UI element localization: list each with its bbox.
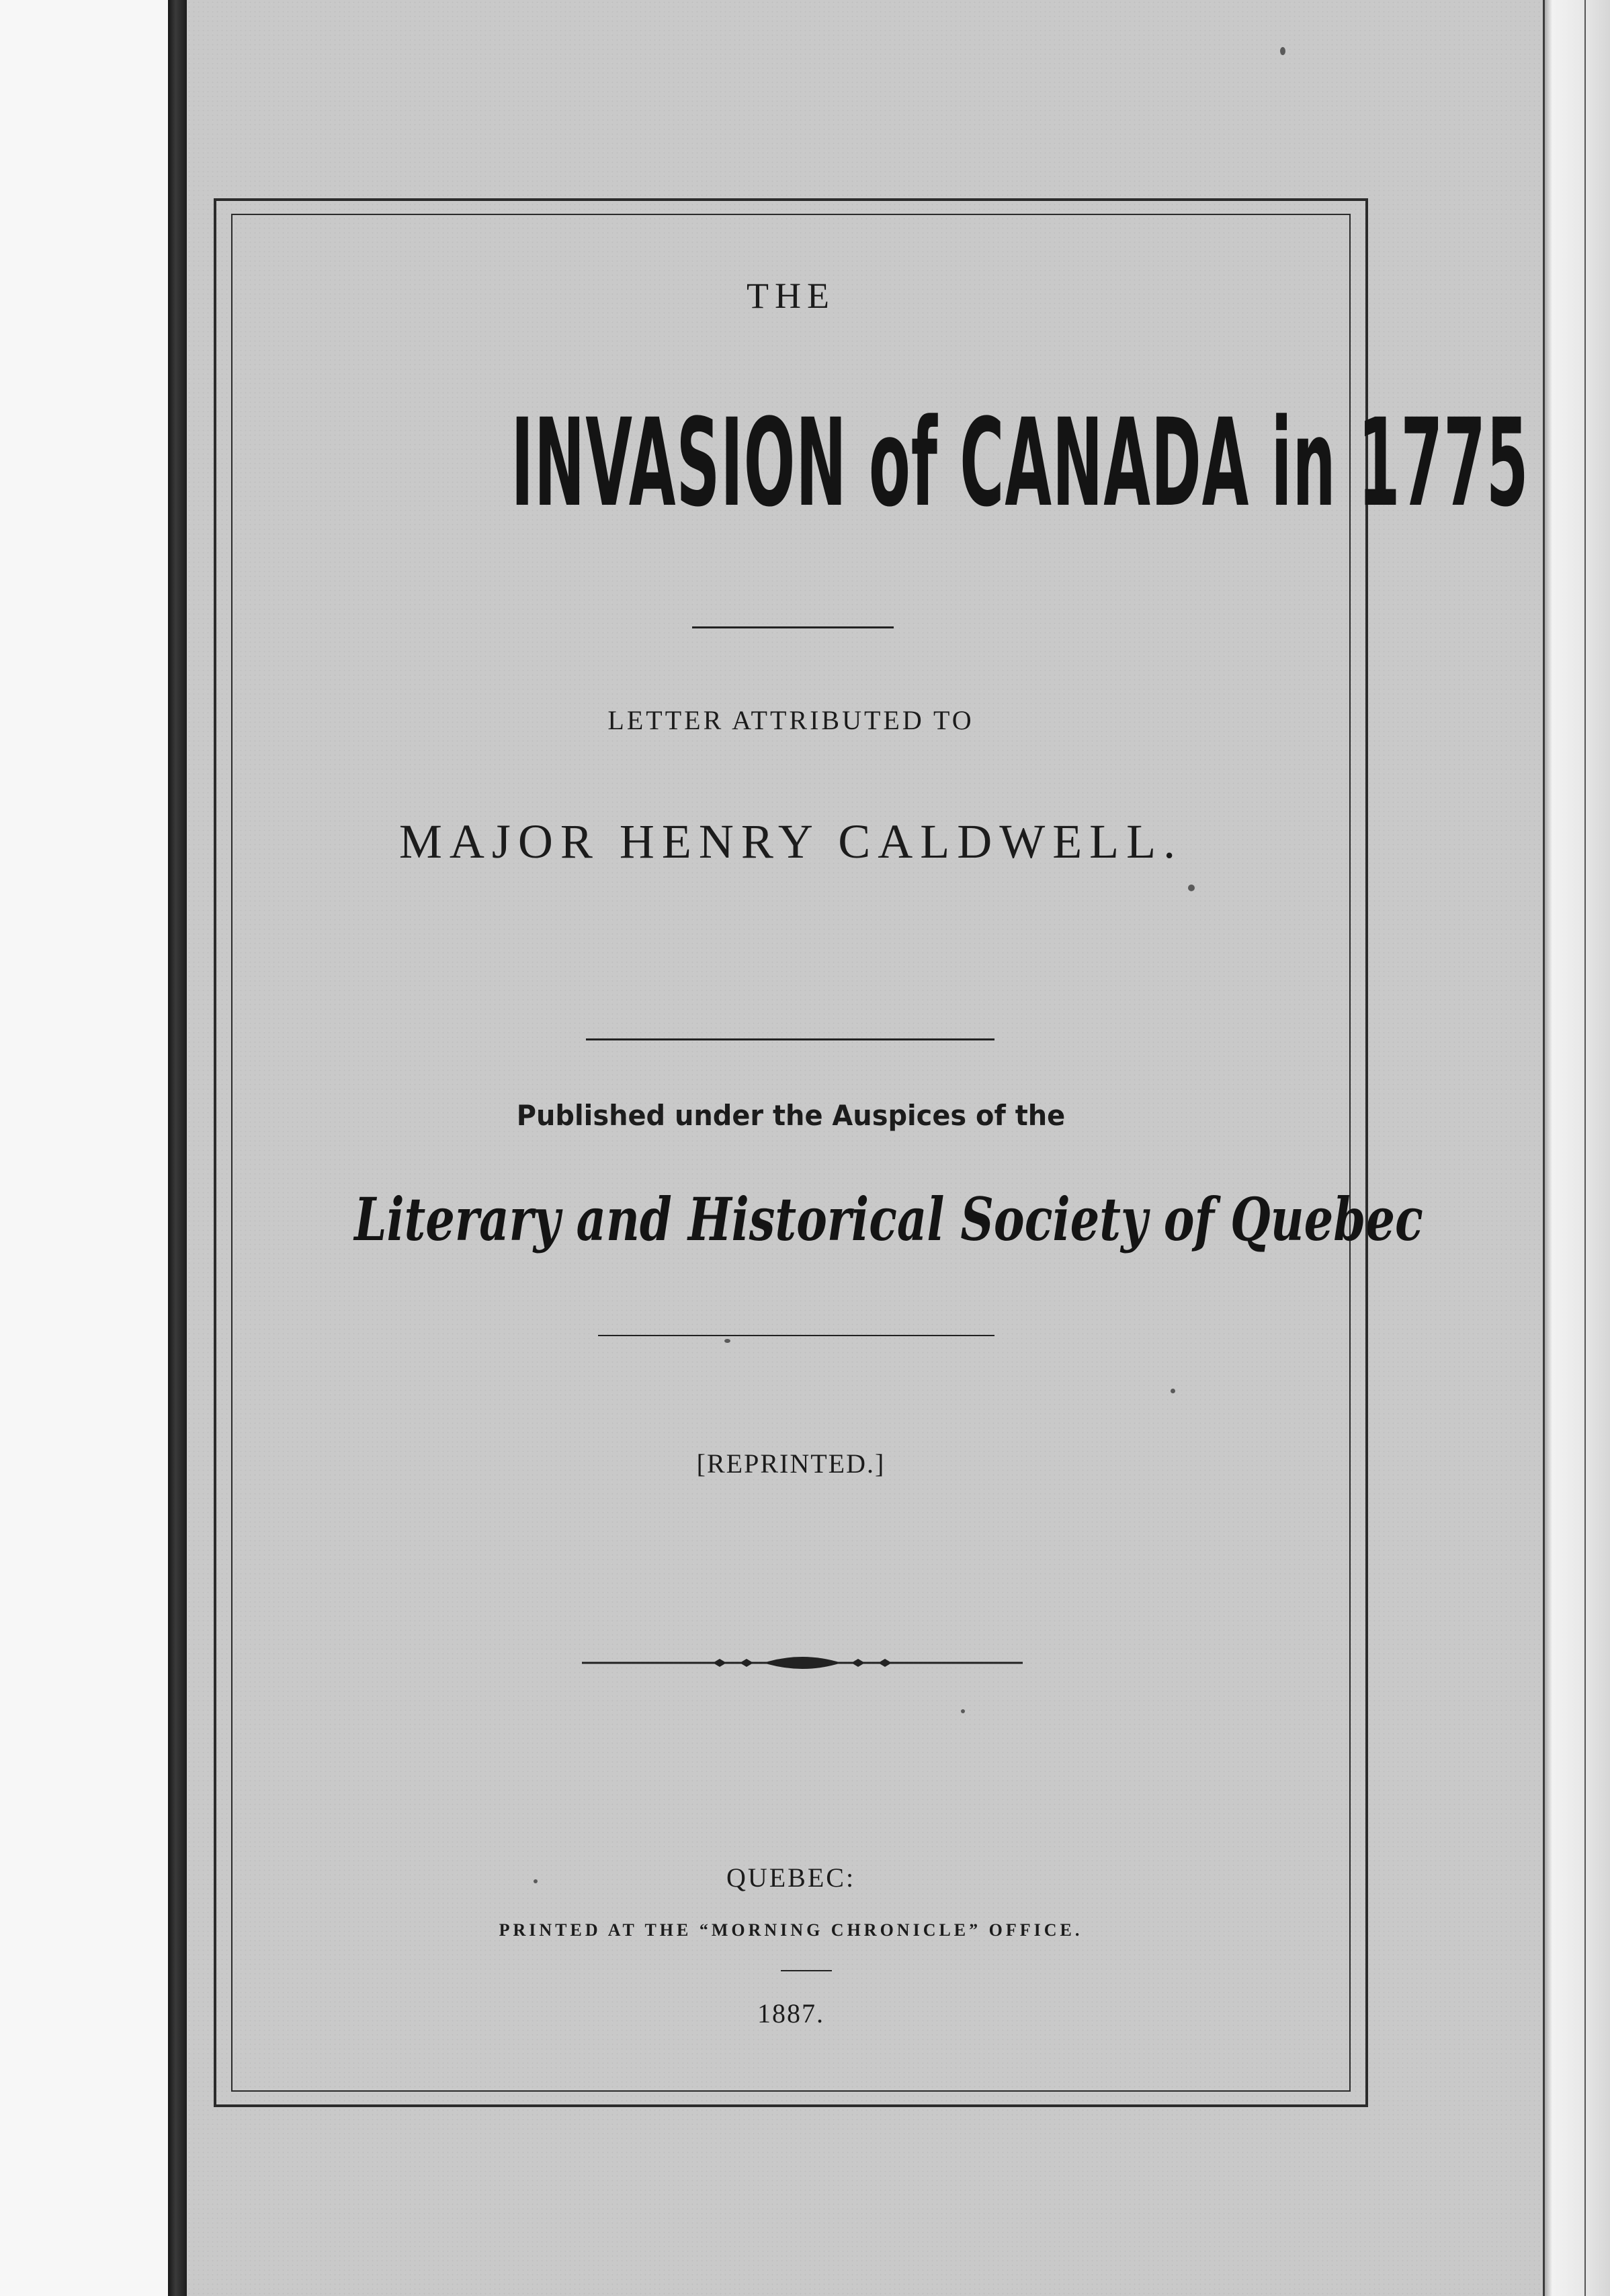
page-edge-line (1584, 0, 1586, 2296)
publication-year: 1887. (757, 1998, 824, 2028)
publisher-line: Published under the Auspices of the (516, 1099, 1066, 1132)
scan-speck (1171, 1389, 1175, 1393)
rule-divider (692, 626, 894, 628)
scan-speck (961, 1709, 965, 1713)
page-edges (1543, 0, 1610, 2296)
reprinted-note: [REPRINTED.] (696, 1448, 886, 1479)
ornamental-rule (582, 1649, 1023, 1676)
printer-line: PRINTED AT THE “MORNING CHRONICLE” OFFICE. (499, 1920, 1083, 1940)
heading-the: THE (747, 276, 835, 316)
scan-left-margin (0, 0, 168, 2296)
scan-speck (724, 1339, 730, 1343)
rule-divider (586, 1038, 994, 1040)
society-name: Literary and Historical Society of Quebec (354, 1184, 1423, 1254)
rule-divider (598, 1335, 994, 1336)
city-name: QUEBEC: (726, 1862, 856, 1893)
page-edge-line (1543, 0, 1545, 2296)
rule-divider (781, 1970, 832, 1971)
scan-speck (534, 1879, 538, 1883)
author-name: MAJOR HENRY CALDWELL. (398, 815, 1183, 868)
book-spine-edge (168, 0, 187, 2296)
main-title: INVASION of CANADA in 1775 (511, 393, 1529, 534)
scan-speck (1188, 885, 1195, 891)
scan-speck (1280, 47, 1285, 55)
attribution-line: LETTER ATTRIBUTED TO (607, 705, 974, 735)
